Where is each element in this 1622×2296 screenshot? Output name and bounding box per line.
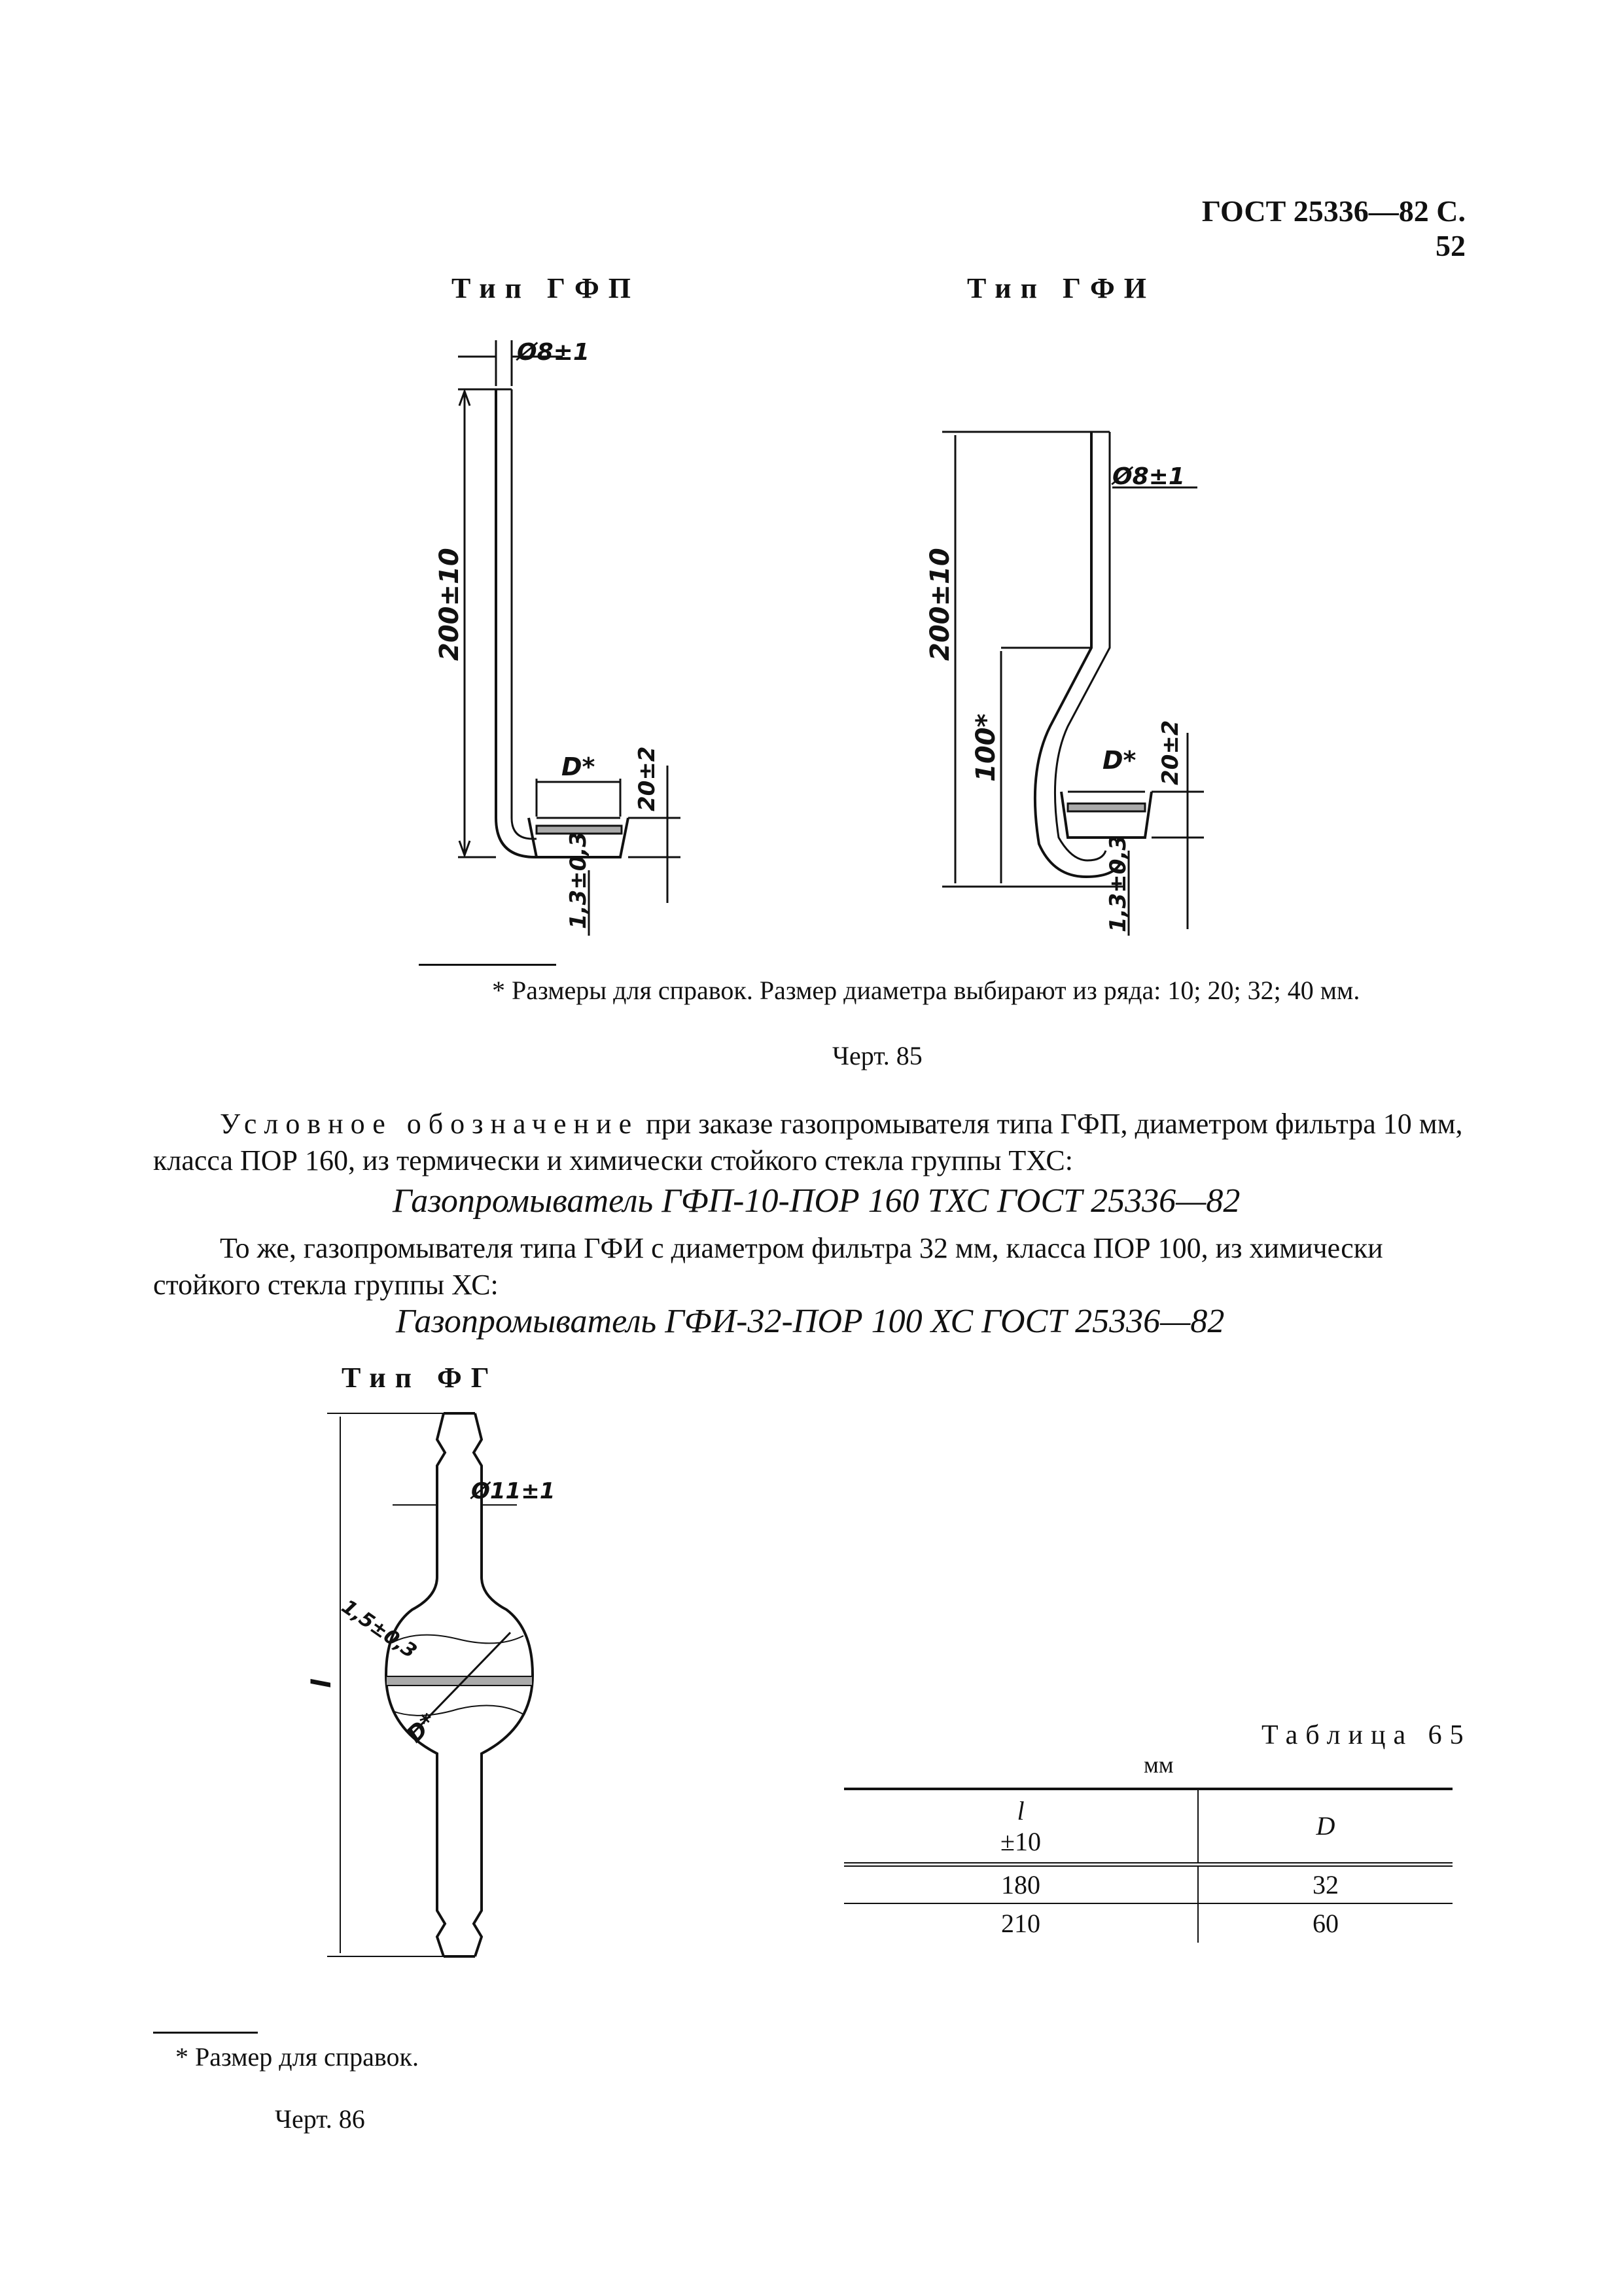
col-l-symbol: l (1017, 1795, 1025, 1826)
col-l-header (844, 1789, 1198, 1864)
fg-drawing (301, 1400, 576, 1976)
fig86-footnote: * Размер для справок. (175, 2042, 419, 2072)
table-header-row (844, 1789, 1453, 1864)
table-65-title: Таблица 65 (1261, 1720, 1472, 1750)
row-1-l: 180 (844, 1864, 1198, 1903)
table-65-units: мм (1144, 1752, 1174, 1778)
gfi-lower-label: 100* (971, 713, 1001, 782)
gfi-drawing (925, 406, 1204, 942)
gfi-height-label: 20±2 (1157, 720, 1184, 785)
fig85-footnote-rule (419, 964, 556, 966)
table-65 (844, 1788, 1453, 1943)
gfp-drawing (419, 327, 733, 955)
example-designation-2: Газопромыватель ГФИ-32-ПОР 100 ХС ГОСТ 25336—82 (396, 1303, 1225, 1340)
type-gfi-caption: Тип ГФИ (967, 272, 1155, 304)
row-2-d: 60 (1313, 1909, 1339, 1938)
col-d-header: D (1316, 1811, 1335, 1841)
fig85-footnote: * Размеры для справок. Размер диаметра выбирают из ряда: 10; 20; 32; 40 мм. (492, 976, 1360, 1005)
row-1-d: 32 (1313, 1869, 1339, 1899)
col-l-tolerance: ±10 (1000, 1826, 1041, 1856)
type-fg-caption: Тип ФГ (342, 1362, 499, 1394)
gfp-filter-d-label: D* (561, 752, 595, 781)
gfi-wall-label: 1,3±0,3 (1105, 835, 1131, 932)
designation-paragraph (153, 1106, 1468, 1179)
designation-term: Условное обозначение (220, 1108, 639, 1140)
fg-diam-label: Ø11±1 (471, 1478, 555, 1504)
gfp-diam-label: Ø8±1 (517, 339, 590, 366)
gfi-filter-d-label: D* (1102, 746, 1137, 775)
gfi-diam-label: Ø8±1 (1112, 463, 1185, 490)
fig85-caption: Черт. 85 (832, 1041, 923, 1070)
table-row (844, 1864, 1453, 1903)
fig86-caption: Черт. 86 (275, 2104, 365, 2134)
gfp-length-label: 200±10 (434, 548, 465, 661)
type-gfp-caption: Тип ГФП (451, 272, 640, 304)
fg-length-label: l (307, 1679, 337, 1688)
page-header: ГОСТ 25336—82 С. 52 (1201, 194, 1466, 262)
gfi-length-label: 200±10 (925, 548, 955, 661)
example-designation-1: Газопромыватель ГФП-10-ПОР 160 ТХС ГОСТ 25336—82 (393, 1182, 1241, 1220)
fg-wall-label: 1,5±0,3 (337, 1595, 421, 1663)
table-row (844, 1903, 1453, 1943)
row-2-l: 210 (844, 1903, 1198, 1943)
same-paragraph: То же, газопромывателя типа ГФИ с диаметром фильтра 32 мм, класса ПОР 100, из химически стойкого стекла группы ХС: (153, 1232, 1383, 1301)
gfp-wall-label: 1,3±0,3 (565, 832, 591, 929)
fig86-footnote-rule (153, 2032, 258, 2034)
gfp-height-label: 20±2 (634, 746, 660, 811)
fg-filter-d-label: D* (402, 1708, 442, 1748)
designation-text: при заказе газопромывателя типа ГФП, диаметром фильтра 10 мм, класса ПОР 160, из термически и химически стойкого стекла группы ТХС: (153, 1108, 1463, 1176)
